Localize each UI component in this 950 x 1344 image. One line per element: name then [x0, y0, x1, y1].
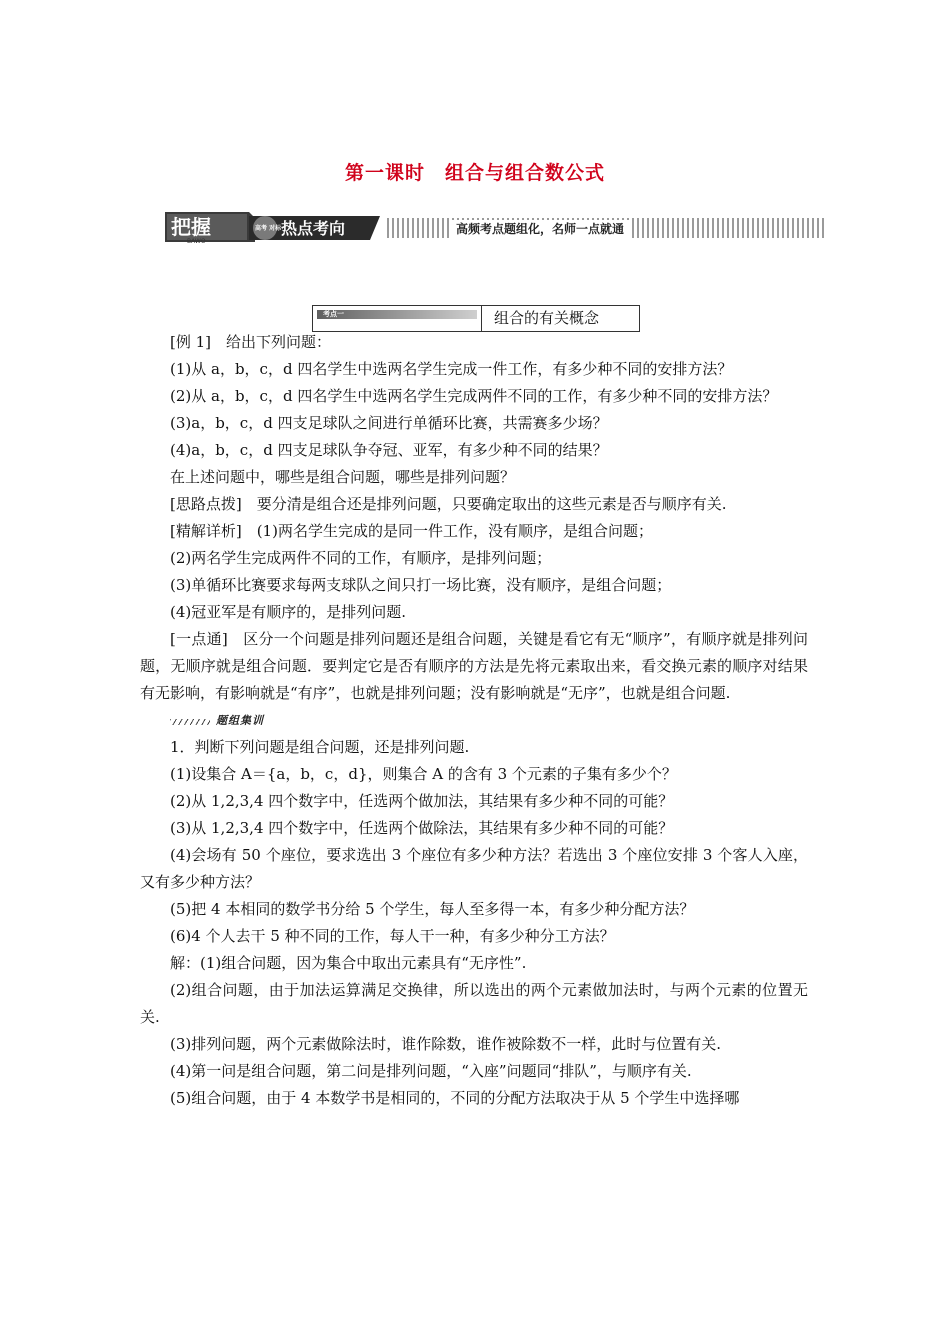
exercise-q3: (3)从 1,2,3,4 四个数字中，任选两个做除法，其结果有多少种不同的可能？: [170, 819, 674, 837]
answer-4: (4)第一问是组合问题，第二问是排列问题，“入座”问题同“排队”，与顺序有关.: [170, 1062, 692, 1080]
exercise-q1: (1)设集合 A＝{a，b，c，d}，则集合 A 的含有 3 个元素的子集有多少个？: [170, 765, 677, 783]
exercise-q5: (5)把 4 本相同的数学书分给 5 个学生，每人至多得一本，有多少种分配方法？: [170, 900, 695, 918]
topic-tag-label: 考点一: [323, 310, 344, 318]
banner-logo-main: 把握: [171, 215, 211, 239]
banner-logo: [165, 212, 380, 244]
example-q2: (2)从 a，b，c，d 四名学生中选两名学生完成两件不同的工作，有多少种不同的安排方法？: [170, 387, 778, 405]
banner-logo-sub: BAWO: [187, 238, 206, 244]
example-q4: (4)a，b，c，d 四支足球队争夺冠、亚军，有多少种不同的结果？: [170, 441, 608, 459]
example-q3: (3)a，b，c，d 四支足球队之间进行单循环比赛，共需赛多少场？: [170, 414, 608, 432]
group-label: 题组集训: [216, 714, 264, 727]
slash-decoration: [170, 719, 210, 725]
banner-logo-hot: 热点考向: [281, 219, 346, 238]
answer-1: 解：(1)组合问题，因为集合中取出元素具有“无序性”.: [170, 954, 527, 972]
hint-text: [思路点拨] 要分清是组合还是排列问题，只要确定取出的这些元素是否与顺序有关.: [170, 495, 727, 513]
solution-4: (4)冠亚军是有顺序的，是排列问题.: [170, 603, 407, 621]
tip-text: [一点通] 区分一个问题是排列问题还是组合问题，关键是看它有无“顺序”，有顺序就是排列问题，无顺序就是组合问题．要判定它是否有顺序的方法是先将元素取出来，看交换元素的顺序对结果有无影响，有影响就是“有序”，也就是排列问题；没有影响就是“无序”，也就是组合问题.: [140, 630, 808, 702]
topic-header: [312, 305, 640, 332]
group-heading: [140, 707, 808, 734]
solution-3: (3)单循环比赛要求每两支球队之间只打一场比赛，没有顺序，是组合问题；: [170, 576, 672, 594]
banner-slogan: 高频考点题组化，名师一点就通: [450, 220, 630, 238]
solution-2: (2)两名学生完成两件不同的工作，有顺序，是排列问题；: [170, 549, 552, 567]
exercise-q4: (4)会场有 50 个座位，要求选出 3 个座位有多少种方法？若选出 3 个座位安排 3 个客人入座，又有多少种方法？: [140, 846, 808, 891]
topic-tag: [317, 310, 477, 319]
topic-name: 组合的有关概念: [494, 309, 600, 327]
exercise-intro: 1．判断下列问题是组合问题，还是排列问题.: [170, 738, 470, 756]
example-intro: [例 1] 给出下列问题：: [170, 333, 332, 351]
answer-2: (2)组合问题，由于加法运算满足交换律，所以选出的两个元素做加法时，与两个元素的位置无关.: [140, 981, 808, 1026]
main-content: [140, 329, 808, 1112]
example-q1: (1)从 a，b，c，d 四名学生中选两名学生完成一件工作，有多少种不同的安排方法？: [170, 360, 733, 378]
answer-3: (3)排列问题，两个元素做除法时，谁作除数，谁作被除数不一样，此时与位置有关.: [170, 1035, 722, 1053]
exercise-q6: (6)4 个人去干 5 种不同的工作，每人干一种，有多少种分工方法？: [170, 927, 615, 945]
section-banner: [165, 212, 830, 244]
page-title: 第一课时 组合与组合数公式: [344, 162, 605, 184]
solution-1: [精解详析] (1)两名学生完成的是同一件工作，没有顺序，是组合问题；: [170, 522, 653, 540]
answer-5: (5)组合问题，由于 4 本数学书是相同的，不同的分配方法取决于从 5 个学生中选择哪: [170, 1089, 740, 1107]
topic-divider: [481, 306, 482, 331]
example-ask: 在上述问题中，哪些是组合问题，哪些是排列问题？: [170, 468, 516, 486]
banner-logo-small: 高考 对标: [255, 225, 282, 232]
exercise-q2: (2)从 1,2,3,4 四个数字中，任选两个做加法，其结果有多少种不同的可能？: [170, 792, 674, 810]
